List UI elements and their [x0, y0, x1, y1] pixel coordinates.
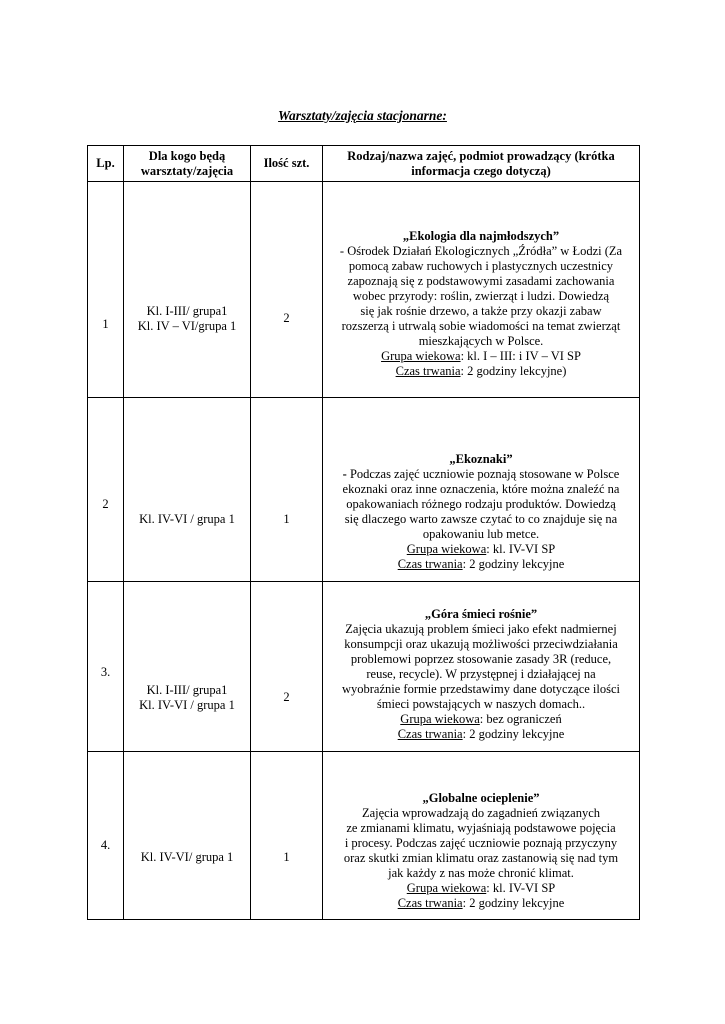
- table-row: [88, 182, 640, 398]
- row-qty: 1: [251, 752, 323, 920]
- age-group: [327, 712, 635, 727]
- duration: [327, 364, 635, 379]
- duration-value: : 2 godziny lekcyjne): [460, 363, 567, 378]
- row-who-line: Kl. IV-VI/ grupa 1: [140, 850, 234, 864]
- duration-label: Czas trwania: [395, 363, 461, 378]
- desc-line: Zajęcia wprowadzają do zagadnień związanych: [361, 805, 601, 820]
- row-qty: 1: [251, 398, 323, 582]
- age-group-value: : kl. IV-VI SP: [486, 541, 556, 556]
- row-desc: [323, 582, 640, 752]
- row-lp: 3.: [88, 582, 124, 752]
- duration-label: Czas trwania: [397, 895, 463, 910]
- age-group-label: Grupa wiekowa: [406, 880, 487, 895]
- workshop-name: „Ekoznaki”: [449, 451, 513, 466]
- row-desc: [323, 398, 640, 582]
- row-desc: [323, 182, 640, 398]
- duration-value: : 2 godziny lekcyjne: [462, 556, 565, 571]
- duration-label: Czas trwania: [397, 726, 463, 741]
- workshop-name: „Globalne ocieplenie”: [422, 790, 540, 805]
- table-row: [88, 752, 640, 920]
- workshop-name: „Góra śmieci rośnie”: [424, 606, 538, 621]
- desc-line: opakowaniu lub metce.: [422, 526, 540, 541]
- row-desc: [323, 752, 640, 920]
- desc-line: mieszkających w Polsce.: [418, 333, 544, 348]
- desc-line: reuse, recycle). W przystępnej i działającej na: [366, 666, 596, 681]
- age-group-label: Grupa wiekowa: [406, 541, 487, 556]
- desc-line: [327, 467, 635, 482]
- desc-line: jak każdy z nas może chronić klimat.: [388, 865, 574, 880]
- workshop-name: „Ekologia dla najmłodszych”: [402, 228, 560, 243]
- desc-line: rozszerzą i utrwalą sobie wiadomości na temat zwierząt: [341, 318, 621, 333]
- table-row: [88, 398, 640, 582]
- row-lp: 4.: [88, 752, 124, 920]
- desc-text: Podczas zajęć uczniowie poznają stosowane w Polsce: [349, 466, 620, 481]
- table-header-row: [88, 146, 640, 182]
- duration: [327, 727, 635, 742]
- duration-value: : 2 godziny lekcyjne: [462, 895, 565, 910]
- age-group: [327, 542, 635, 557]
- desc-line: oraz skutki zmian klimatu oraz zastanowią się nad tym: [343, 850, 619, 865]
- row-who: [124, 182, 251, 398]
- header-lp: Lp.: [88, 146, 124, 182]
- desc-line: zapoznają się z podstawowymi zasadami zachowania: [347, 273, 615, 288]
- desc-line: się dlaczego warto zawsze czytać to co znajduje się na: [344, 511, 618, 526]
- header-desc: Rodzaj/nazwa zajęć, podmiot prowadzący (krótka informacja czego dotyczą): [323, 146, 640, 182]
- desc-line: pomocą zabaw ruchowych i plastycznych uczestnicy: [348, 258, 614, 273]
- row-qty: 2: [251, 182, 323, 398]
- table-row: [88, 582, 640, 752]
- age-group-value: : bez ograniczeń: [479, 711, 562, 726]
- workshops-table: [87, 145, 640, 920]
- age-group: [327, 881, 635, 896]
- age-group-value: : kl. I – III: i IV – VI SP: [460, 348, 581, 363]
- age-group-label: Grupa wiekowa: [381, 348, 461, 363]
- desc-dash: -: [342, 466, 347, 481]
- desc-line: i procesy. Podczas zajęć uczniowie poznają przyczyny: [344, 835, 618, 850]
- row-who-line: Kl. I-III/ grupa1: [146, 303, 228, 318]
- age-group-label: Grupa wiekowa: [400, 711, 480, 726]
- row-lp: 1: [88, 182, 124, 398]
- duration-label: Czas trwania: [397, 556, 463, 571]
- duration: [327, 557, 635, 572]
- row-qty: 2: [251, 582, 323, 752]
- page-title: Warsztaty/zajęcia stacjonarne:: [278, 108, 447, 123]
- desc-line: konsumpcji oraz ukazują możliwości przeciwdziałania: [344, 636, 618, 651]
- row-who-line: Kl. IV – VI/grupa 1: [137, 318, 237, 333]
- row-lp: 2: [88, 398, 124, 582]
- desc-line: Zajęcia ukazują problem śmieci jako efekt nadmiernej: [345, 621, 617, 636]
- row-who-line: Kl. IV-VI / grupa 1: [139, 512, 235, 526]
- desc-line: wyobraźnie formie przedstawimy dane dotyczące ilości: [341, 681, 620, 696]
- desc-line: problemowi poprzez stosowanie zasady 3R (reduce,: [350, 651, 612, 666]
- age-group: [327, 349, 635, 364]
- desc-line: śmieci powstających w naszych domach..: [376, 696, 586, 711]
- desc-line: - Ośrodek Działań Ekologicznych „Źródła” w Łodzi (Za: [339, 243, 623, 258]
- desc-line: się jak rośnie drzewo, a także przy okazji zabaw: [360, 303, 602, 318]
- header-who: Dla kogo będą warsztaty/zajęcia: [124, 146, 251, 182]
- row-who-line: Kl. I-III/ grupa1: [146, 682, 228, 697]
- duration-value: : 2 godziny lekcyjne: [462, 726, 565, 741]
- desc-line: wobec przyrody: roślin, zwierząt i ludzi. Dowiedzą: [352, 288, 610, 303]
- desc-line: opakowaniach różnego rodzaju produktów. Dowiedzą: [346, 496, 616, 511]
- row-who: [124, 752, 251, 920]
- row-who: [124, 582, 251, 752]
- row-who-line: Kl. IV-VI / grupa 1: [139, 697, 235, 712]
- duration: [327, 896, 635, 911]
- age-group-value: : kl. IV-VI SP: [486, 880, 556, 895]
- header-qty: Ilość szt.: [251, 146, 323, 182]
- desc-line: ze zmianami klimatu, wyjaśniają podstawowe pojęcia: [346, 820, 616, 835]
- row-who: [124, 398, 251, 582]
- desc-line: ekoznaki oraz inne oznaczenia, które można znaleźć na: [342, 481, 620, 496]
